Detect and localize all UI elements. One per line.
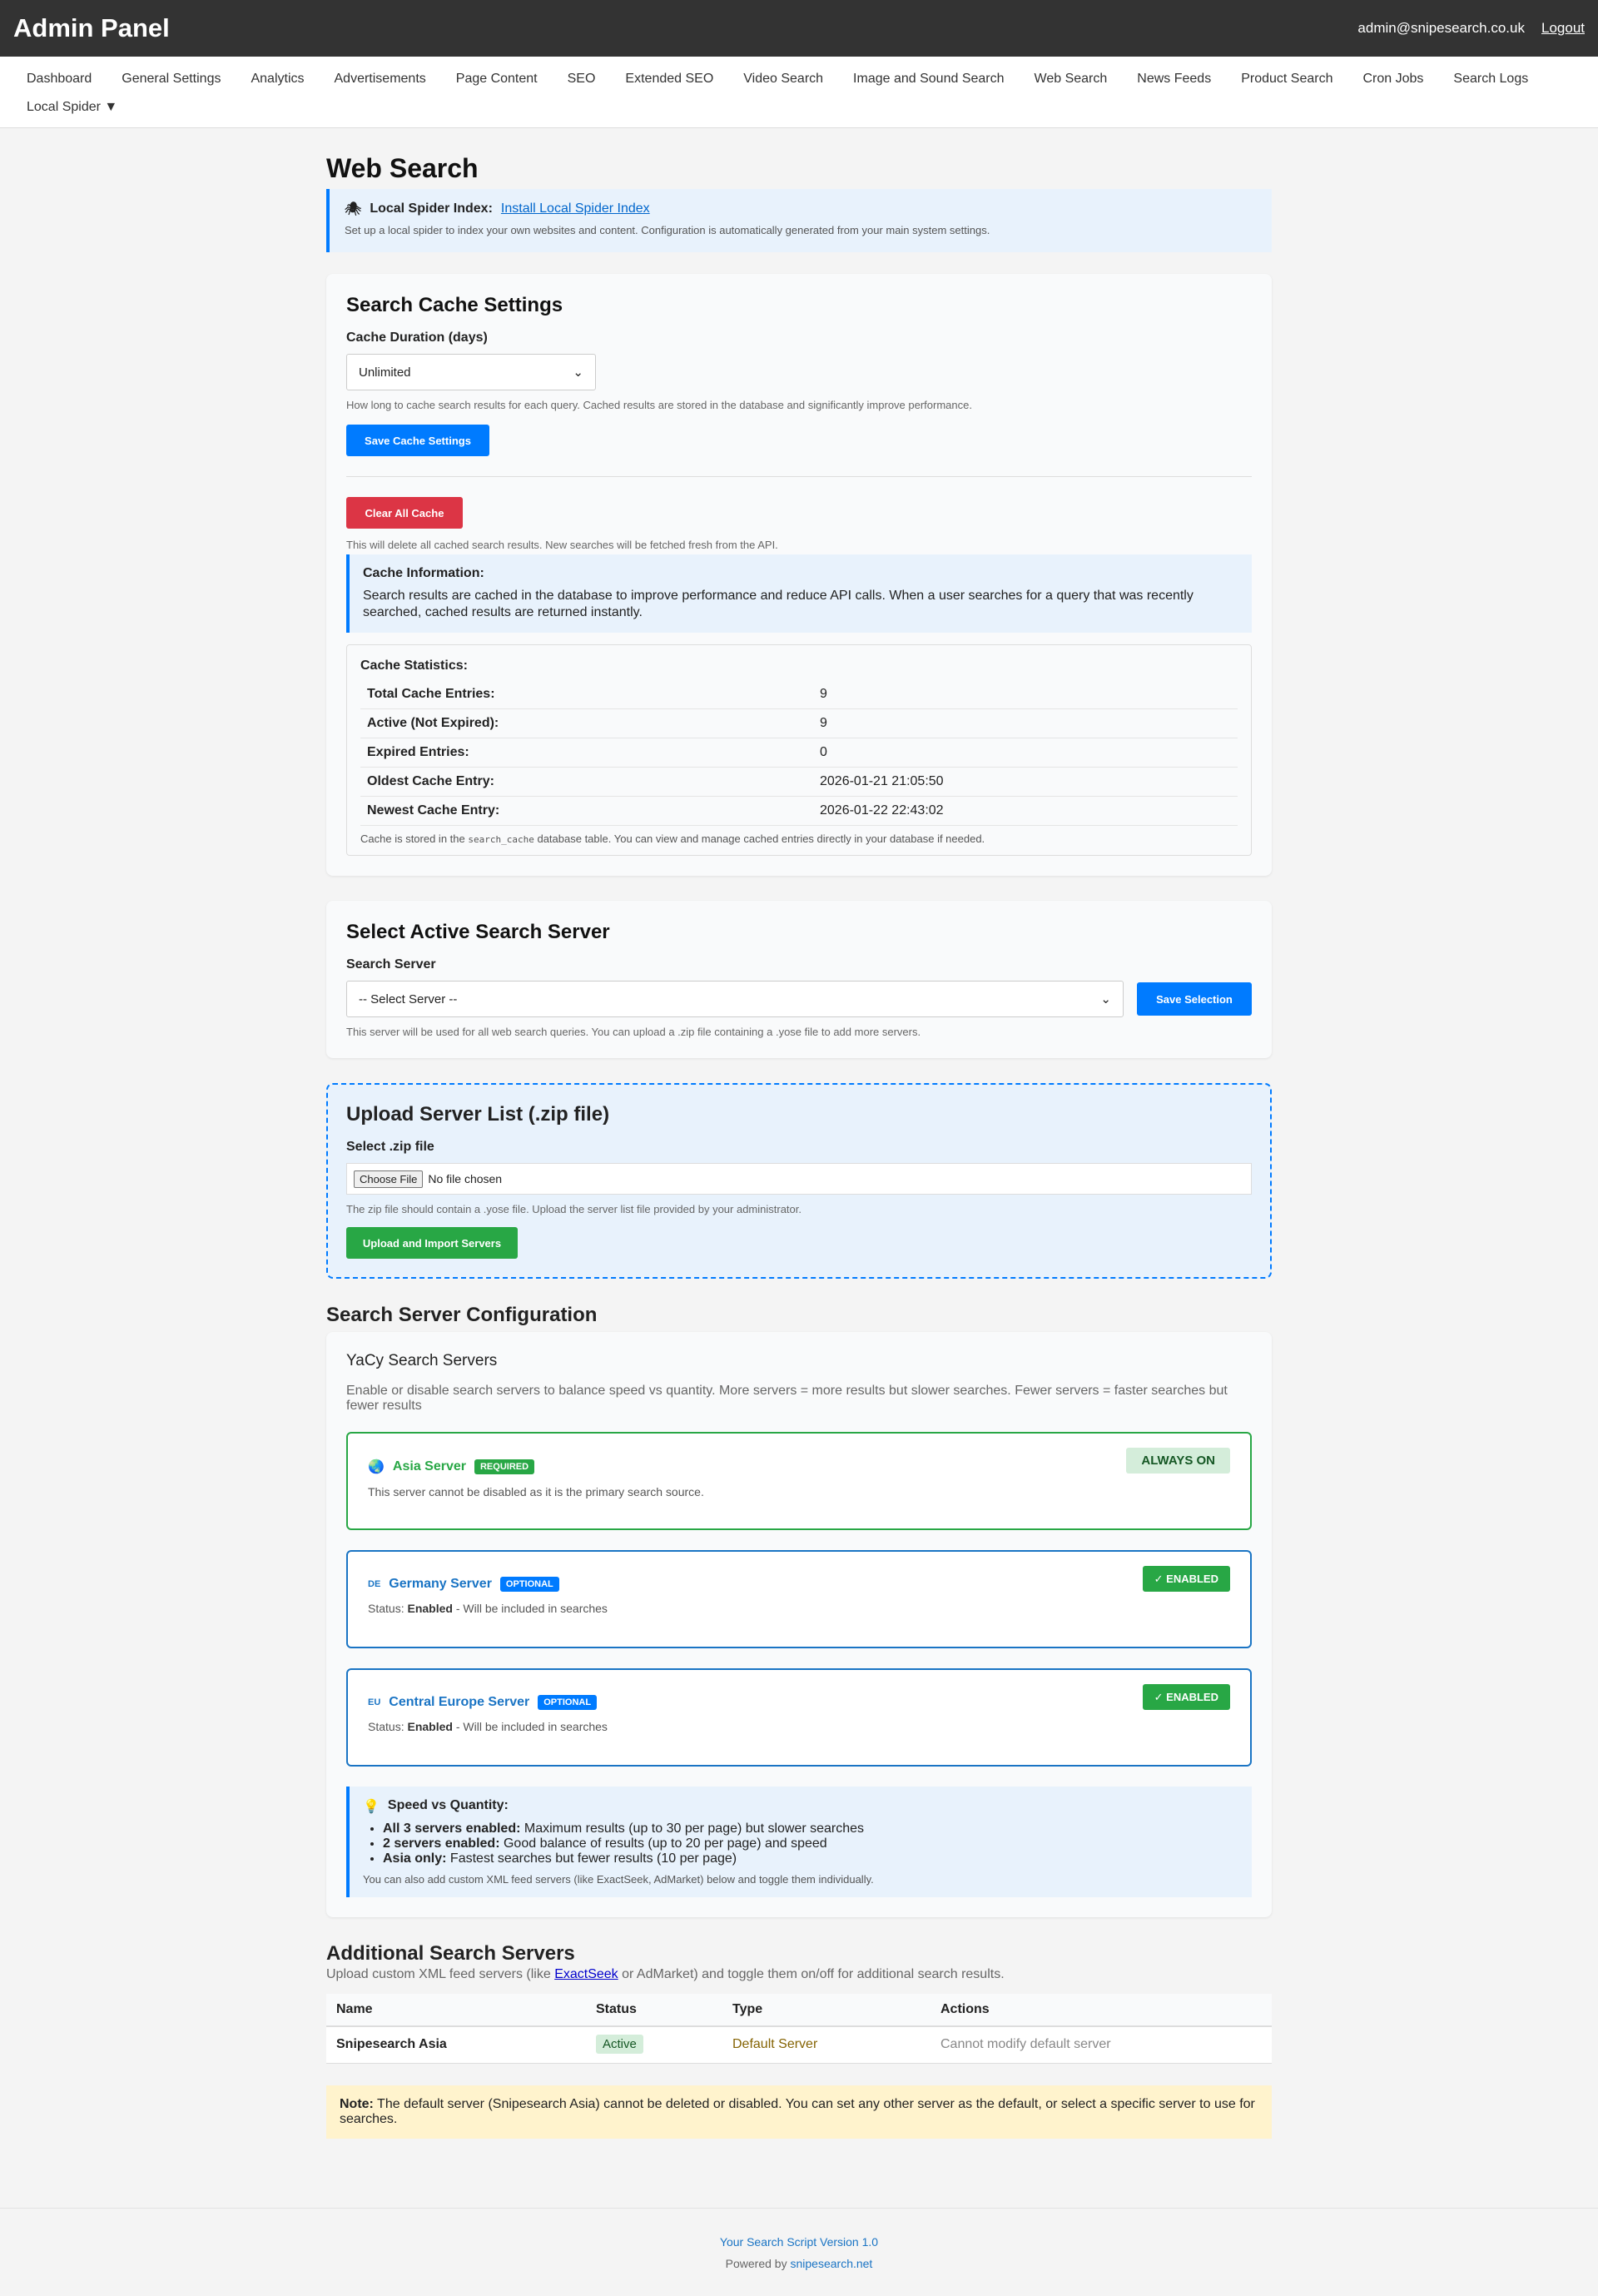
tip-list bbox=[383, 1821, 1238, 1866]
search-server-hint: This server will be used for all web search queries. You can upload a .zip file containing a .yose file to add more servers. bbox=[346, 1026, 921, 1038]
server-status bbox=[368, 1720, 1230, 1733]
stats-value: 0 bbox=[820, 745, 827, 759]
stats-foot-pre: Cache is stored in the bbox=[360, 832, 465, 845]
row-type: Default Server bbox=[722, 2026, 931, 2063]
default-server-note bbox=[326, 2085, 1272, 2139]
col-type: Type bbox=[722, 1994, 931, 2026]
nav-local-spider-dropdown[interactable]: Local Spider ▼ bbox=[27, 100, 118, 114]
footer-version: Your Search Script Version 1.0 bbox=[719, 2235, 879, 2249]
note-bold: Note: bbox=[340, 2096, 374, 2111]
page-title: Web Search bbox=[326, 153, 479, 183]
search-server-label: Search Server bbox=[346, 957, 436, 972]
globe-icon: 🌏 bbox=[368, 1460, 385, 1474]
user-area bbox=[1357, 20, 1585, 37]
tip-bold: All 3 servers enabled: bbox=[383, 1821, 521, 1836]
status-suffix: - Will be included in searches bbox=[455, 1602, 608, 1615]
toggle-enabled-button[interactable]: ✓ ENABLED bbox=[1143, 1684, 1230, 1710]
stats-label: Newest Cache Entry: bbox=[367, 803, 500, 818]
cache-stats bbox=[346, 644, 1252, 856]
footer bbox=[0, 2208, 1598, 2296]
server-name: Asia Server bbox=[392, 1459, 466, 1474]
user-email: admin@snipesearch.co.uk bbox=[1357, 20, 1525, 36]
de-flag-icon: DE bbox=[368, 1579, 381, 1589]
stats-value: 2026-01-21 21:05:50 bbox=[820, 774, 944, 788]
nav-product-search[interactable]: Product Search bbox=[1241, 72, 1333, 86]
choose-file-button[interactable]: Choose File bbox=[354, 1170, 423, 1188]
powered-pre: Powered by bbox=[725, 2257, 787, 2270]
nav-search-logs[interactable]: Search Logs bbox=[1453, 72, 1529, 86]
search-server-value: -- Select Server -- bbox=[359, 991, 458, 1006]
save-selection-button[interactable]: Save Selection bbox=[1137, 982, 1252, 1016]
stats-foot-post: database table. You can view and manage cached entries directly in your database if needed. bbox=[537, 832, 985, 845]
upload-import-button[interactable]: Upload and Import Servers bbox=[346, 1227, 518, 1259]
divider bbox=[346, 476, 1252, 477]
status-prefix: Status: bbox=[368, 1720, 404, 1733]
clear-cache-button[interactable]: Clear All Cache bbox=[346, 497, 463, 529]
col-actions: Actions bbox=[931, 1994, 1272, 2026]
spider-desc: Set up a local spider to index your own websites and content. Configuration is automatically generated from your main system settings. bbox=[345, 224, 990, 236]
list-item bbox=[383, 1821, 1238, 1836]
stats-row bbox=[360, 768, 1238, 797]
tip-text: Good balance of results (up to 20 per page) and speed bbox=[503, 1836, 827, 1851]
server-name: Germany Server bbox=[389, 1577, 492, 1591]
server-asia bbox=[346, 1432, 1252, 1530]
cache-duration-value: Unlimited bbox=[359, 365, 411, 380]
stats-label: Total Cache Entries: bbox=[367, 687, 495, 701]
server-select-title: Select Active Search Server bbox=[346, 921, 610, 943]
additional-servers-title: Additional Search Servers bbox=[326, 1942, 575, 1965]
stats-row bbox=[360, 797, 1238, 826]
status-value: Enabled bbox=[407, 1720, 453, 1733]
row-status-cell bbox=[586, 2026, 722, 2063]
col-name: Name bbox=[326, 1994, 586, 2026]
additional-desc bbox=[326, 1967, 1272, 1982]
nav-analytics[interactable]: Analytics bbox=[251, 72, 305, 86]
exactseek-link[interactable]: ExactSeek bbox=[554, 1967, 618, 1981]
server-name: Central Europe Server bbox=[389, 1695, 530, 1709]
cache-duration-select[interactable] bbox=[346, 354, 596, 390]
no-file-text: No file chosen bbox=[428, 1172, 503, 1185]
status-prefix: Status: bbox=[368, 1602, 404, 1615]
cache-duration-hint: How long to cache search results for each query. Cached results are stored in the database and significantly improve performance. bbox=[346, 399, 972, 411]
stats-value: 9 bbox=[820, 716, 827, 730]
nav-video-search[interactable]: Video Search bbox=[743, 72, 824, 86]
stats-value: 2026-01-22 22:43:02 bbox=[820, 803, 944, 818]
spider-icon: 🕷 bbox=[345, 202, 362, 216]
nav-seo[interactable]: SEO bbox=[567, 72, 596, 86]
main-content bbox=[326, 128, 1272, 2139]
zip-file-input[interactable] bbox=[346, 1163, 1252, 1195]
tip-foot: You can also add custom XML feed servers (like ExactSeek, AdMarket) below and toggle them individually. bbox=[363, 1873, 874, 1886]
col-status: Status bbox=[586, 1994, 722, 2026]
nav-cron-jobs[interactable]: Cron Jobs bbox=[1362, 72, 1424, 86]
status-suffix: - Will be included in searches bbox=[455, 1720, 608, 1733]
stats-label: Oldest Cache Entry: bbox=[367, 774, 494, 788]
upload-label: Select .zip file bbox=[346, 1140, 434, 1154]
required-badge: REQUIRED bbox=[474, 1459, 534, 1474]
status-value: Enabled bbox=[407, 1602, 453, 1615]
stats-row bbox=[360, 709, 1238, 738]
stats-label: Active (Not Expired): bbox=[367, 716, 499, 730]
optional-badge: OPTIONAL bbox=[500, 1577, 559, 1592]
upload-hint: The zip file should contain a .yose file. Upload the server list file provided by your administrator. bbox=[346, 1203, 801, 1215]
cache-stats-title: Cache Statistics: bbox=[360, 658, 468, 673]
top-bar bbox=[0, 0, 1598, 57]
row-name: Snipesearch Asia bbox=[326, 2026, 586, 2063]
tip-bold: Asia only: bbox=[383, 1851, 447, 1866]
cache-settings-card bbox=[326, 274, 1272, 876]
powered-link[interactable]: snipesearch.net bbox=[790, 2257, 873, 2270]
always-on-badge: ALWAYS ON bbox=[1126, 1448, 1230, 1474]
server-germany bbox=[346, 1550, 1252, 1648]
chevron-down-icon: ⌄ bbox=[573, 365, 583, 380]
desc-pre: Upload custom XML feed servers (like bbox=[326, 1967, 551, 1981]
nav-extended-seo[interactable]: Extended SEO bbox=[625, 72, 714, 86]
cache-stats-foot bbox=[360, 832, 1238, 845]
servers-table bbox=[326, 1994, 1272, 2064]
toggle-enabled-button[interactable]: ✓ ENABLED bbox=[1143, 1566, 1230, 1592]
install-spider-link[interactable]: Install Local Spider Index bbox=[500, 201, 650, 216]
stats-label: Expired Entries: bbox=[367, 745, 469, 759]
cache-info-box bbox=[346, 554, 1252, 633]
logout-link[interactable]: Logout bbox=[1541, 20, 1585, 36]
spider-notice bbox=[326, 189, 1272, 252]
upload-title: Upload Server List (.zip file) bbox=[346, 1103, 610, 1126]
upload-server-card bbox=[326, 1083, 1272, 1279]
nav-image-sound-search[interactable]: Image and Sound Search bbox=[853, 72, 1005, 86]
save-cache-button[interactable]: Save Cache Settings bbox=[346, 425, 489, 456]
cache-info-title: Cache Information: bbox=[363, 566, 484, 580]
stats-row bbox=[360, 738, 1238, 768]
note-text: The default server (Snipesearch Asia) cannot be deleted or disabled. You can set any other server as the default, or select a specific server to use for searches. bbox=[340, 2096, 1255, 2126]
server-config-title: Search Server Configuration bbox=[326, 1304, 598, 1326]
table-header-row bbox=[326, 1994, 1272, 2026]
desc-post: or AdMarket) and toggle them on/off for additional search results. bbox=[622, 1967, 1005, 1981]
yacy-subtitle: YaCy Search Servers bbox=[346, 1352, 498, 1369]
main-nav bbox=[0, 57, 1598, 128]
server-config-card bbox=[326, 1332, 1272, 1917]
stats-foot-code: search_cache bbox=[468, 834, 534, 845]
footer-powered bbox=[0, 2257, 1598, 2270]
row-actions: Cannot modify default server bbox=[931, 2026, 1272, 2063]
list-item bbox=[383, 1836, 1238, 1851]
optional-badge: OPTIONAL bbox=[538, 1695, 597, 1710]
server-desc: This server cannot be disabled as it is the primary search source. bbox=[368, 1485, 704, 1498]
clear-cache-hint: This will delete all cached search results. New searches will be fetched fresh from the API. bbox=[346, 539, 778, 551]
eu-flag-icon: EU bbox=[368, 1697, 381, 1707]
tip-text: Fastest searches but fewer results (10 per page) bbox=[449, 1851, 737, 1866]
server-status bbox=[368, 1602, 1230, 1615]
yacy-desc: Enable or disable search servers to balance speed vs quantity. More servers = more results but slower searches. Fewer servers = faster searches but fewer results bbox=[346, 1384, 1228, 1413]
table-row bbox=[326, 2026, 1272, 2063]
tip-text: Maximum results (up to 30 per page) but slower searches bbox=[524, 1821, 865, 1836]
cache-duration-label: Cache Duration (days) bbox=[346, 330, 488, 345]
status-badge: Active bbox=[596, 2035, 643, 2054]
server-select-card bbox=[326, 901, 1272, 1058]
speed-tip-box bbox=[346, 1787, 1252, 1897]
server-central-europe bbox=[346, 1668, 1252, 1767]
cache-info-body: Search results are cached in the database to improve performance and reduce API calls. When a user searches for a query that was recently searched, cached results are returned instantly. bbox=[363, 589, 1194, 619]
nav-dashboard[interactable]: Dashboard bbox=[27, 72, 92, 86]
nav-news-feeds[interactable]: News Feeds bbox=[1137, 72, 1212, 86]
tip-title: Speed vs Quantity: bbox=[387, 1798, 509, 1812]
list-item bbox=[383, 1851, 1238, 1866]
chevron-down-icon: ⌄ bbox=[1100, 992, 1111, 1006]
stats-value: 9 bbox=[820, 687, 827, 701]
nav-advertisements[interactable]: Advertisements bbox=[334, 72, 426, 86]
nav-page-content[interactable]: Page Content bbox=[455, 72, 538, 86]
lightbulb-icon: 💡 bbox=[363, 1800, 380, 1814]
nav-general-settings[interactable]: General Settings bbox=[122, 72, 221, 86]
spider-label: Local Spider Index: bbox=[370, 201, 493, 216]
search-server-select[interactable] bbox=[346, 981, 1124, 1017]
app-title: Admin Panel bbox=[13, 13, 170, 42]
cache-settings-title: Search Cache Settings bbox=[346, 294, 563, 316]
stats-row bbox=[360, 680, 1238, 709]
nav-web-search[interactable]: Web Search bbox=[1034, 72, 1108, 86]
tip-bold: 2 servers enabled: bbox=[383, 1836, 500, 1851]
